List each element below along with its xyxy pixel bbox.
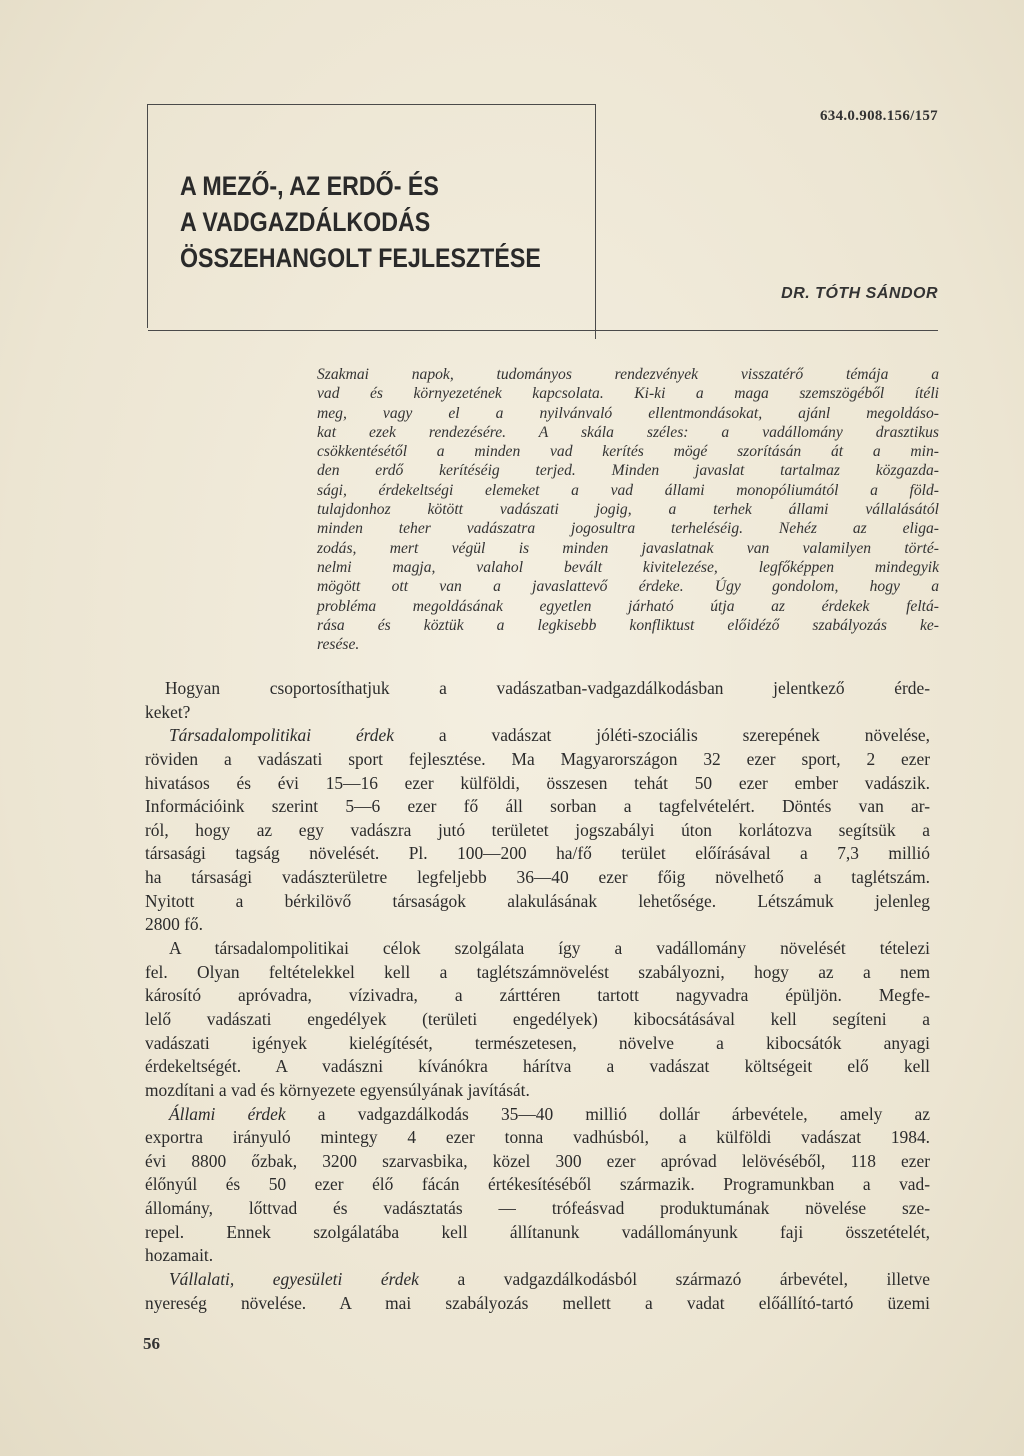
body-line	[145, 701, 930, 725]
body-line-text: károsító apróvadra, vízivadra, a zárttéren tartott nagyvadra épüljön. Megfe-	[145, 985, 930, 1006]
body-line	[145, 1150, 930, 1174]
body-line	[145, 937, 930, 961]
body-line-text: repel. Ennek szolgálatába kell állítanunk vadállományunk faji összetételét,	[145, 1221, 930, 1242]
abstract-line: nelmi magja, valahol bevált kivitelezése, legfőképpen mindegyik	[317, 558, 939, 576]
body-line-text: röviden a vadászati sport fejlesztése. Ma Magyarországon 32 ezer sport, 2 ezer	[145, 748, 930, 769]
body-line	[145, 724, 930, 748]
body-line	[145, 1079, 930, 1103]
body-line-text: mozdítani a vad és környezete egyensúlyának javítását.	[145, 1079, 530, 1100]
body-line	[145, 1221, 930, 1245]
body-line	[145, 1008, 930, 1032]
page-number: 56	[143, 1334, 160, 1353]
abstract	[317, 365, 939, 654]
abstract-line: tulajdonhoz kötött vadászati jogig, a terhek állami vállalásától	[317, 501, 939, 519]
body-line-text: társasági tagság növelését. Pl. 100—200 ha/fő terület előírásával a 7,3 millió	[145, 843, 930, 864]
body-line	[145, 1268, 930, 1292]
header-frame-top-rule	[148, 104, 595, 105]
body-line-text: Hogyan csoportosíthatjuk a vadászatban-vadgazdálkodásban jelentkező érde-	[165, 678, 930, 698]
abstract-line: resése.	[317, 636, 360, 654]
abstract-line: rása és köztük a legkisebb konfliktust előidéző szabályozás ke-	[317, 616, 939, 634]
body-line	[145, 866, 930, 890]
body-line	[145, 1103, 930, 1127]
abstract-line: minden teher vadászatra jogosultra terheléséig. Nehéz az eliga-	[317, 520, 939, 538]
body-line-text: keket?	[145, 701, 191, 722]
body-text	[145, 677, 930, 1315]
paragraph-lead-term: Állami érdek	[169, 1103, 286, 1124]
body-line	[145, 1055, 930, 1079]
body-line	[145, 1244, 930, 1268]
body-line-text: Információink szerint 5—6 ezer fő áll sorban a tagfelvételért. Döntés van ar-	[145, 796, 930, 817]
abstract-line: vad és környezetének kapcsolata. Ki-ki a maga szemszögéből ítéli	[317, 385, 939, 403]
body-line-text: állomány, lőttvad és vadásztatás — trófeásvad produktumának növelése sze-	[145, 1198, 930, 1219]
body-line-text: fel. Olyan feltételekkel kell a taglétszámnövelést szabályozni, hogy az a nem	[145, 961, 930, 982]
body-line-text: élőnyúl és 50 ezer élő fácán értékesítéséből származik. Programunkban a vad-	[145, 1174, 930, 1195]
title-line: A MEZŐ-, AZ ERDŐ- ÉS	[180, 171, 439, 201]
body-line-text: 2800 fő.	[145, 914, 203, 935]
body-line	[145, 1032, 930, 1056]
abstract-line: zodás, mert végül is minden javaslatnak van valamilyen törté-	[317, 539, 939, 557]
body-line	[145, 890, 930, 914]
header-frame-right-rule	[595, 104, 596, 339]
body-line-text: exportra irányuló mintegy 4 ezer tonna vadhúsból, a külföldi vadászat 1984.	[145, 1127, 930, 1148]
abstract-line: csökkentésétől a minden vad kerítés mögé szorításán át a min-	[317, 443, 939, 461]
body-line-text: hivatásos és évi 15—16 ezer külföldi, összesen tehát 50 ezer ember vadászik.	[145, 772, 930, 793]
body-line	[145, 1292, 930, 1316]
body-line	[145, 795, 930, 819]
body-line-text: a vadgazdálkodás 35—40 millió dollár árbevétele, amely az	[285, 1103, 930, 1124]
body-line	[145, 819, 930, 843]
body-line-text: évi 8800 őzbak, 3200 szarvasbika, közel 300 ezer apróvad lelövéséből, 118 ezer	[145, 1150, 930, 1171]
paragraph-lead-term: Társadalompolitikai érdek	[169, 725, 394, 746]
body-line	[145, 677, 930, 701]
body-line	[145, 1126, 930, 1150]
body-line	[145, 842, 930, 866]
body-line-text: nyereség növelése. A mai szabályozás mellett a vadat előállító-tartó üzemi	[145, 1292, 930, 1313]
author-name: DR. TÓTH SÁNDOR	[781, 285, 938, 302]
paragraph-lead-term: Vállalati, egyesületi érdek	[169, 1269, 419, 1290]
body-line-text: Nyitott a bérkilövő társaságok alakulásának lehetősége. Létszámuk jelenleg	[145, 890, 930, 911]
abstract-line: den erdő kerítéséig terjed. Minden javaslat tartalmaz közgazda-	[317, 462, 939, 480]
abstract-line: probléma megoldásának egyetlen járható útja az érdekek feltá-	[317, 597, 939, 615]
header-bottom-rule	[148, 330, 938, 331]
abstract-line: mögött ott van a javaslattevő érdeke. Úgy gondolom, hogy a	[317, 578, 939, 596]
title-line: A VADGAZDÁLKODÁS	[180, 207, 431, 237]
abstract-line: kat ezek rendezésére. A skála széles: a vadállomány drasztikus	[317, 423, 939, 441]
body-line-text: ról, hogy az egy vadászra jutó területet jogszabályi úton korlátozva segítsük a	[145, 819, 930, 840]
body-line-text: ha társasági vadászterületre legfeljebb 36—40 ezer főig növelhető a taglétszám.	[145, 867, 930, 888]
body-line-text: a vadgazdálkodásból származó árbevétel, illetve	[418, 1269, 930, 1290]
body-line	[145, 984, 930, 1008]
article-title	[180, 168, 541, 276]
body-line-text: hozamait.	[145, 1245, 214, 1266]
body-line-text: vadászati igények kielégítését, természetesen, növelve a kibocsátók anyagi	[145, 1032, 930, 1053]
abstract-line: meg, vagy el a nyilvánvaló ellentmondásokat, ajánl megoldáso-	[317, 404, 939, 422]
body-line-text: a vadászat jóléti-szociális szerepének növelése,	[393, 725, 930, 746]
body-line	[145, 772, 930, 796]
abstract-line: sági, érdekeltségi elemeket a vad állami monopóliumától a föld-	[317, 481, 939, 499]
body-line-text: érdekeltségét. A vadászni kívánókra hárítva a vadászat költségeit elő kell	[145, 1056, 930, 1077]
title-line: ÖSSZEHANGOLT FEJLESZTÉSE	[180, 243, 541, 273]
body-line	[145, 1197, 930, 1221]
header-frame-left-rule	[147, 104, 148, 328]
body-line	[145, 961, 930, 985]
body-line	[145, 1173, 930, 1197]
body-line	[145, 913, 930, 937]
body-line-text: lelő vadászati engedélyek (területi engedélyek) kibocsátásával kell segíteni a	[145, 1008, 930, 1029]
classification-code: 634.0.908.156/157	[819, 108, 938, 124]
abstract-line: Szakmai napok, tudományos rendezvények visszatérő témája a	[317, 366, 939, 383]
body-line-text: A társadalompolitikai célok szolgálata így a vadállomány növelését tételezi	[169, 938, 930, 959]
body-line	[145, 748, 930, 772]
